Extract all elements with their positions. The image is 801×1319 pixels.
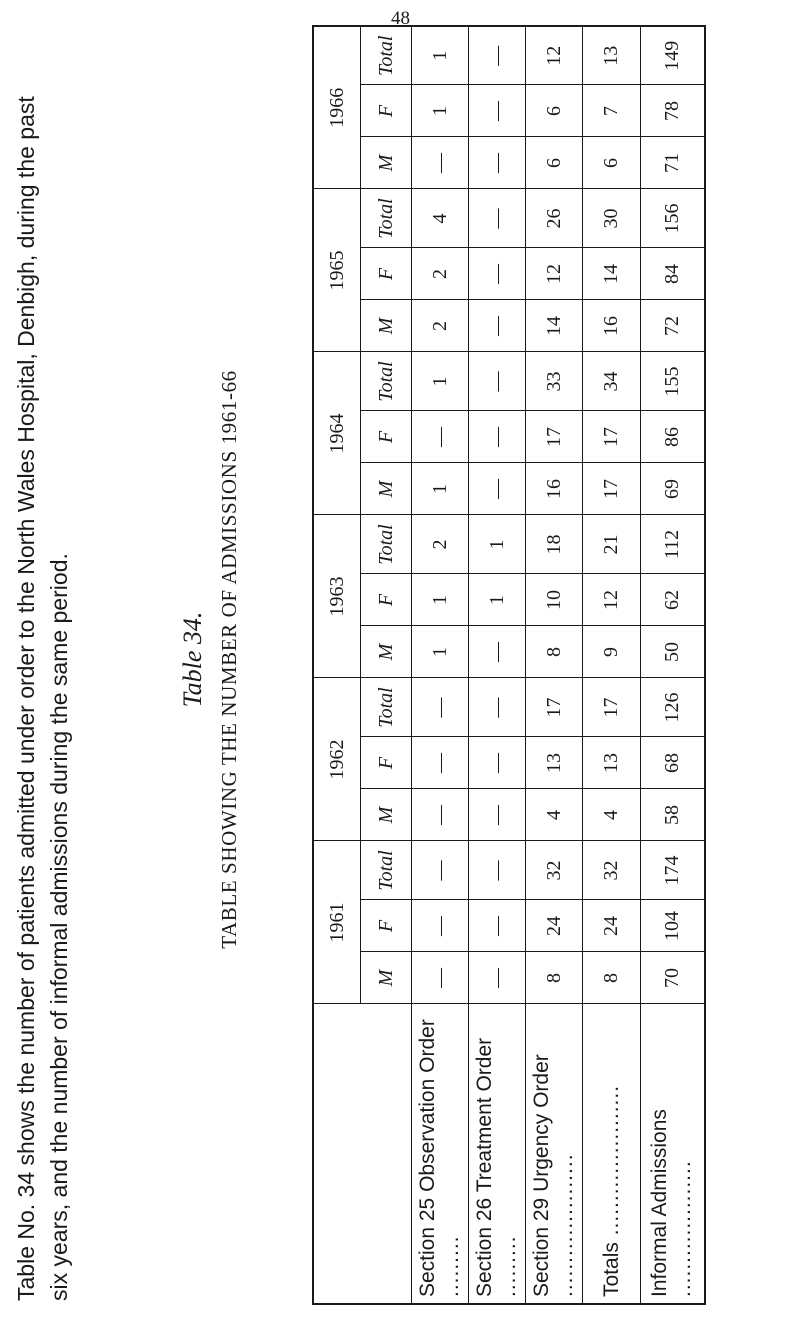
table-cell: — [412,678,469,737]
table-cell: 1 [412,85,469,137]
year-header: 1961 [313,841,361,1004]
table-cell: 2 [412,515,469,574]
table-cell: 13 [583,26,641,85]
subheader-f: F [361,900,412,952]
table-cell: — [412,841,469,900]
table-cell: 155 [641,352,705,411]
table-cell: — [412,737,469,789]
row-label [583,1004,641,1304]
table-cell: 4 [526,789,583,841]
table-cell: 1 [412,463,469,515]
table-title: Table 34. [178,611,207,708]
table-cell: 1 [412,352,469,411]
table-cell: 4 [583,789,641,841]
table-row [469,26,526,1304]
subheader-m: M [361,626,412,678]
table-cell: 21 [583,515,641,574]
table-cell: 34 [583,352,641,411]
table-cell: — [469,352,526,411]
description-line-2: six years, and the number of informal admissions during the same period. [46,553,72,1301]
row-label [526,1004,583,1304]
subheader-total: Total [361,678,412,737]
table-cell: 6 [526,137,583,189]
table-cell: 12 [583,574,641,626]
subheader-m: M [361,137,412,189]
table-cell: 174 [641,841,705,900]
table-cell: 32 [526,841,583,900]
subheader-total: Total [361,352,412,411]
subheader-m: M [361,952,412,1004]
description-line-1: Table No. 34 shows the number of patients admitted under order to the North Wales Hospital, Denbigh, during the past [13,96,39,1301]
table-body [412,26,705,1304]
subheader-total: Total [361,841,412,900]
table-cell: 17 [526,411,583,463]
row-label-text: Totals [599,1242,623,1297]
table-cell: 69 [641,463,705,515]
table-cell: — [412,137,469,189]
table-heading: TABLE SHOWING THE NUMBER OF ADMISSIONS 1961-66 [217,370,241,949]
table-cell: — [469,85,526,137]
table-cell: — [469,248,526,300]
page-number: 48 [391,8,410,29]
table-cell: 13 [583,737,641,789]
row-leader-dots: ...................... [599,1084,623,1243]
table-cell: 33 [526,352,583,411]
table-cell: — [469,463,526,515]
table-cell: 84 [641,248,705,300]
row-leader-dots: ..................... [554,1153,577,1297]
table-cell: 68 [641,737,705,789]
table-cell: — [469,678,526,737]
table-cell: 12 [526,248,583,300]
table-cell: 30 [583,189,641,248]
row-label [469,1004,526,1304]
subheader-total: Total [361,515,412,574]
table-cell: 17 [583,678,641,737]
row-label-text: Section 25 Observation Order [416,1019,439,1297]
year-header: 1963 [313,515,361,678]
table-cell: 1 [469,515,526,574]
table-cell: — [469,841,526,900]
table-cell: 78 [641,85,705,137]
table-row [583,26,641,1304]
year-header-row [313,26,361,1304]
table-cell: — [469,26,526,85]
table-cell: 126 [641,678,705,737]
table-cell: — [412,952,469,1004]
table-row [526,26,583,1304]
row-label-header [313,1004,412,1304]
table-cell: 17 [583,411,641,463]
table-cell: — [469,789,526,841]
table-cell: — [469,900,526,952]
subheader-total: Total [361,26,412,85]
table-cell: 149 [641,26,705,85]
table-cell: 156 [641,189,705,248]
table-cell: 1 [412,574,469,626]
subheader-f: F [361,248,412,300]
year-header: 1965 [313,189,361,352]
subheader-m: M [361,463,412,515]
table-cell: — [469,137,526,189]
subheader-m: M [361,789,412,841]
table-cell: 6 [526,85,583,137]
table-cell: — [412,411,469,463]
table-cell: 8 [526,952,583,1004]
table-row [412,26,469,1304]
subheader-m: M [361,300,412,352]
table-cell: 1 [412,26,469,85]
table-cell: 71 [641,137,705,189]
table-cell: 24 [526,900,583,952]
table-cell: 16 [526,463,583,515]
table-cell: 1 [412,626,469,678]
table-cell: 32 [583,841,641,900]
table-cell: 14 [583,248,641,300]
table-cell: 4 [412,189,469,248]
table-cell: 72 [641,300,705,352]
table-row [641,26,705,1304]
table-cell: — [469,300,526,352]
table-cell: 12 [526,26,583,85]
table-cell: — [469,737,526,789]
table-cell: 58 [641,789,705,841]
table-cell: 104 [641,900,705,952]
table-cell: 2 [412,300,469,352]
table-cell: 14 [526,300,583,352]
table-cell: 62 [641,574,705,626]
subheader-f: F [361,737,412,789]
row-leader-dots: ......... [497,1235,520,1297]
row-label [641,1004,705,1304]
row-leader-dots: .................... [672,1160,696,1297]
table-cell: — [412,900,469,952]
table-cell: 10 [526,574,583,626]
table-cell: 2 [412,248,469,300]
row-label-text: Section 26 Treatment Order [473,1037,496,1297]
table-cell: 8 [526,626,583,678]
table-cell: 18 [526,515,583,574]
year-header: 1966 [313,26,361,189]
table-cell: — [469,411,526,463]
row-label-text: Section 29 Urgency Order [530,1054,553,1297]
subheader-f: F [361,85,412,137]
table-cell: 16 [583,300,641,352]
row-label-text: Informal Admissions [648,1109,672,1297]
table-cell: — [469,952,526,1004]
table-cell: — [469,626,526,678]
table-cell: 112 [641,515,705,574]
year-header: 1962 [313,678,361,841]
table-cell: — [412,789,469,841]
row-label [412,1004,469,1304]
table-cell: 7 [583,85,641,137]
table-cell: 26 [526,189,583,248]
table-cell: 70 [641,952,705,1004]
subheader-f: F [361,574,412,626]
subheader-f: F [361,411,412,463]
table-cell: 9 [583,626,641,678]
subheader-total: Total [361,189,412,248]
table-cell: 86 [641,411,705,463]
table-cell: 24 [583,900,641,952]
table-cell: 50 [641,626,705,678]
table-cell: 17 [526,678,583,737]
row-leader-dots: ......... [440,1235,463,1297]
caption-description [10,11,76,1301]
table-cell: 1 [469,574,526,626]
table-cell: 17 [583,463,641,515]
year-header: 1964 [313,352,361,515]
admissions-table [312,25,706,1305]
table-cell: 8 [583,952,641,1004]
table-cell: 6 [583,137,641,189]
table-cell: 13 [526,737,583,789]
table-cell: — [469,189,526,248]
